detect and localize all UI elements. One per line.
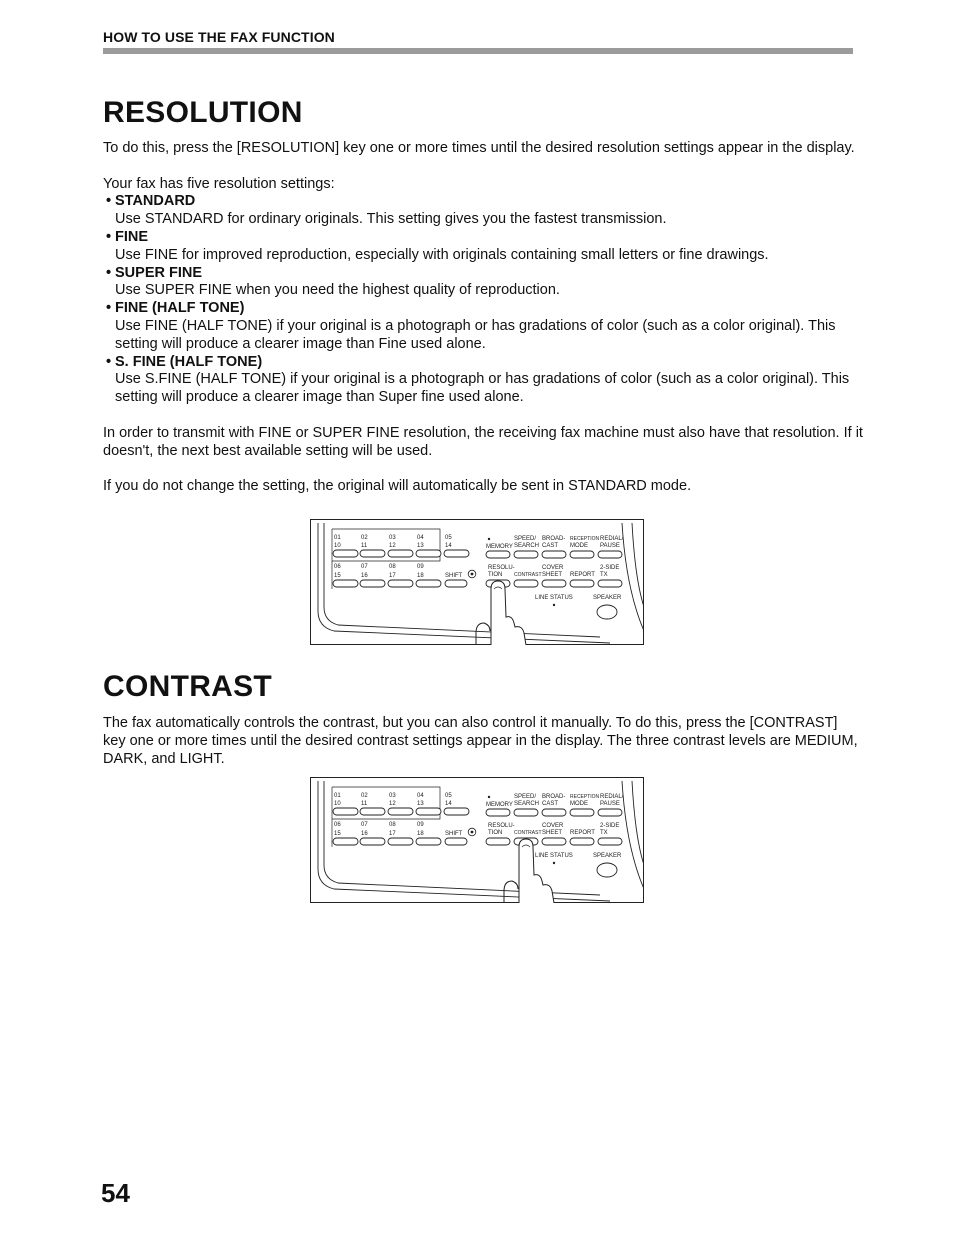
one-touch-label: 04	[417, 535, 424, 541]
cover-sheet-label: COVER	[542, 823, 564, 829]
function-key	[570, 580, 594, 587]
shift-label: SHIFT	[445, 831, 463, 837]
one-touch-key	[360, 580, 385, 587]
one-touch-label: 07	[361, 564, 368, 570]
setting-item-fine: • FINE Use FINE for improved reproduction, especially with originals containing small letters or fine drawings.	[103, 229, 863, 265]
function-key	[542, 838, 566, 845]
one-touch-key	[416, 808, 441, 815]
one-touch-label: 11	[361, 543, 368, 549]
one-touch-label: 17	[389, 573, 396, 579]
one-touch-label: 10	[334, 543, 341, 549]
setting-name: SUPER FINE	[115, 264, 203, 281]
one-touch-label: 02	[361, 535, 368, 541]
setting-name: FINE (HALF TONE)	[115, 300, 245, 317]
running-header: HOW TO USE THE FAX FUNCTION	[103, 29, 335, 45]
one-touch-key	[360, 838, 385, 845]
one-touch-label: 11	[361, 801, 368, 807]
redial-pause-label: REDIAL/	[600, 536, 624, 542]
one-touch-label: 14	[445, 801, 452, 807]
broadcast-label: BROAD-	[542, 794, 566, 800]
fax-panel-drawing	[310, 777, 644, 903]
one-touch-label: 13	[417, 801, 424, 807]
two-side-tx-label: 2-SIDE	[600, 823, 620, 829]
function-key	[570, 838, 594, 845]
resolution-intro: To do this, press the [RESOLUTION] key one or more times until the desired resolution settings appear in the display.	[103, 140, 855, 156]
line-status-label: LINE STATUS	[535, 853, 573, 859]
speaker-key	[597, 605, 617, 619]
memory-label: MEMORY	[486, 544, 513, 550]
shift-label: SHIFT	[445, 573, 463, 579]
one-touch-key	[333, 580, 358, 587]
speaker-key	[597, 863, 617, 877]
speed-search-label: SPEED/	[514, 794, 537, 800]
speaker-label: SPEAKER	[593, 595, 622, 601]
function-key	[570, 551, 594, 558]
one-touch-label: 14	[445, 543, 452, 549]
page-number: 54	[101, 1178, 130, 1208]
contrast-label: CONTRAST	[514, 572, 542, 578]
one-touch-label: 06	[334, 564, 341, 570]
resolution-body	[103, 140, 863, 496]
reception-mode-label: RECEPTION	[570, 536, 600, 542]
one-touch-key	[333, 550, 358, 557]
contrast-text: The fax automatically controls the contrast, but you can also control it manually. To do this, press the [CONTRAST] key one or more times until the desired contrast settings appear in the display. The three contrast levels are MEDIUM, DARK, and LIGHT.	[103, 715, 858, 767]
setting-desc: Use SUPER FINE when you need the highest quality of reproduction.	[115, 282, 560, 299]
panel-figure-contrast	[310, 777, 644, 903]
one-touch-label: 18	[417, 573, 424, 579]
report-label: REPORT	[570, 572, 595, 578]
function-key	[598, 551, 622, 558]
function-key	[542, 580, 566, 587]
one-touch-key	[388, 838, 413, 845]
one-touch-label: 13	[417, 543, 424, 549]
fax-panel-drawing	[310, 519, 644, 645]
cover-sheet-label: SHEET	[542, 830, 563, 836]
shift-indicator-dot	[471, 831, 474, 834]
shift-key	[445, 838, 467, 845]
report-label: REPORT	[570, 830, 595, 836]
one-touch-key	[416, 580, 441, 587]
redial-pause-label: REDIAL/	[600, 794, 624, 800]
settings-intro: Your fax has five resolution settings:	[103, 175, 335, 192]
one-touch-key	[333, 838, 358, 845]
redial-pause-label: PAUSE	[600, 801, 620, 807]
function-key	[542, 551, 566, 558]
resolution-note-default: If you do not change the setting, the original will automatically be sent in STANDARD mode.	[103, 478, 692, 495]
function-key	[598, 809, 622, 816]
broadcast-label: CAST	[542, 801, 559, 807]
reception-mode-label: RECEPTION	[570, 794, 600, 800]
setting-desc: Use FINE for improved reproduction, especially with originals containing small letters or fine drawings.	[115, 246, 769, 263]
memory-indicator	[488, 538, 490, 540]
contrast-heading: CONTRAST	[103, 670, 273, 703]
function-key	[514, 580, 538, 587]
resolution-label: RESOLU-	[488, 565, 515, 571]
one-touch-label: 01	[334, 535, 341, 541]
shift-key	[445, 580, 467, 587]
one-touch-label: 03	[389, 535, 396, 541]
speed-search-label: SPEED/	[514, 536, 537, 542]
setting-desc: Use S.FINE (HALF TONE) if your original is a photograph or has gradations of color (such as a color original). This setting will produce a clearer image than Super fine used alone.	[115, 371, 850, 406]
one-touch-key	[360, 808, 385, 815]
setting-desc: Use FINE (HALF TONE) if your original is a photograph or has gradations of color (such as a color original). This setting will produce a clearer image than Fine used alone.	[115, 317, 836, 352]
one-touch-label: 17	[389, 831, 396, 837]
setting-name: STANDARD	[115, 193, 196, 210]
function-key	[542, 809, 566, 816]
memory-indicator	[488, 796, 490, 798]
setting-item-s-fine-half-tone: • S. FINE (HALF TONE) Use S.FINE (HALF TONE) if your original is a photograph or has gradations of color (such as a color original). This setting will produce a clearer image than Super fine used alone.	[103, 354, 863, 407]
one-touch-label: 12	[389, 801, 396, 807]
one-touch-label: 05	[445, 793, 452, 799]
one-touch-label: 05	[445, 535, 452, 541]
one-touch-label: 15	[334, 831, 341, 837]
setting-name: S. FINE (HALF TONE)	[115, 353, 263, 370]
one-touch-label: 08	[389, 822, 396, 828]
function-key	[570, 809, 594, 816]
resolution-note-receiver: In order to transmit with FINE or SUPER FINE resolution, the receiving fax machine must also have that resolution. If it doesn't, the next best available setting will be used.	[103, 424, 863, 459]
setting-item-fine-half-tone: • FINE (HALF TONE) Use FINE (HALF TONE) if your original is a photograph or has gradations of color (such as a color original). This setting will produce a clearer image than Fine used alone.	[103, 300, 863, 353]
reception-mode-label: MODE	[570, 543, 588, 549]
one-touch-label: 06	[334, 822, 341, 828]
two-side-tx-label: TX	[600, 572, 608, 578]
one-touch-label: 04	[417, 793, 424, 799]
speed-search-label: SEARCH	[514, 801, 540, 807]
one-touch-label: 09	[417, 822, 424, 828]
shift-indicator-dot	[471, 573, 474, 576]
cover-sheet-label: COVER	[542, 565, 564, 571]
one-touch-key	[444, 808, 469, 815]
one-touch-label: 15	[334, 573, 341, 579]
broadcast-label: CAST	[542, 543, 559, 549]
broadcast-label: BROAD-	[542, 536, 566, 542]
one-touch-key	[388, 550, 413, 557]
panel-figure-resolution	[310, 519, 644, 645]
one-touch-label: 09	[417, 564, 424, 570]
two-side-tx-label: TX	[600, 830, 608, 836]
one-touch-label: 18	[417, 831, 424, 837]
setting-item-super-fine: • SUPER FINE Use SUPER FINE when you need the highest quality of reproduction.	[103, 265, 863, 301]
line-status-indicator	[553, 862, 555, 864]
line-status-indicator	[553, 604, 555, 606]
resolution-heading: RESOLUTION	[103, 96, 303, 129]
contrast-label: CONTRAST	[514, 830, 542, 836]
one-touch-key	[416, 838, 441, 845]
setting-item-standard: • STANDARD Use STANDARD for ordinary originals. This setting gives you the fastest transmission.	[103, 193, 863, 229]
function-key	[486, 809, 510, 816]
setting-desc: Use STANDARD for ordinary originals. This setting gives you the fastest transmission.	[115, 211, 667, 228]
one-touch-label: 01	[334, 793, 341, 799]
function-key	[514, 809, 538, 816]
one-touch-key	[388, 808, 413, 815]
reception-mode-label: MODE	[570, 801, 588, 807]
header-rule	[103, 48, 853, 54]
function-key	[486, 551, 510, 558]
redial-pause-label: PAUSE	[600, 543, 620, 549]
one-touch-key	[444, 550, 469, 557]
one-touch-label: 10	[334, 801, 341, 807]
line-status-label: LINE STATUS	[535, 595, 573, 601]
function-key	[598, 580, 622, 587]
function-key	[486, 838, 510, 845]
speaker-label: SPEAKER	[593, 853, 622, 859]
one-touch-key	[416, 550, 441, 557]
one-touch-label: 08	[389, 564, 396, 570]
speed-search-label: SEARCH	[514, 543, 540, 549]
setting-name: FINE	[115, 228, 149, 245]
resolution-label: RESOLU-	[488, 823, 515, 829]
two-side-tx-label: 2-SIDE	[600, 565, 620, 571]
one-touch-label: 16	[361, 573, 368, 579]
cover-sheet-label: SHEET	[542, 572, 563, 578]
one-touch-key	[388, 580, 413, 587]
function-key	[514, 551, 538, 558]
one-touch-label: 12	[389, 543, 396, 549]
resolution-label: TION	[488, 830, 503, 836]
one-touch-label: 03	[389, 793, 396, 799]
one-touch-label: 16	[361, 831, 368, 837]
one-touch-label: 07	[361, 822, 368, 828]
one-touch-label: 02	[361, 793, 368, 799]
function-key	[598, 838, 622, 845]
contrast-body	[103, 715, 863, 768]
one-touch-key	[333, 808, 358, 815]
resolution-label: TION	[488, 572, 503, 578]
memory-label: MEMORY	[486, 802, 513, 808]
one-touch-key	[360, 550, 385, 557]
